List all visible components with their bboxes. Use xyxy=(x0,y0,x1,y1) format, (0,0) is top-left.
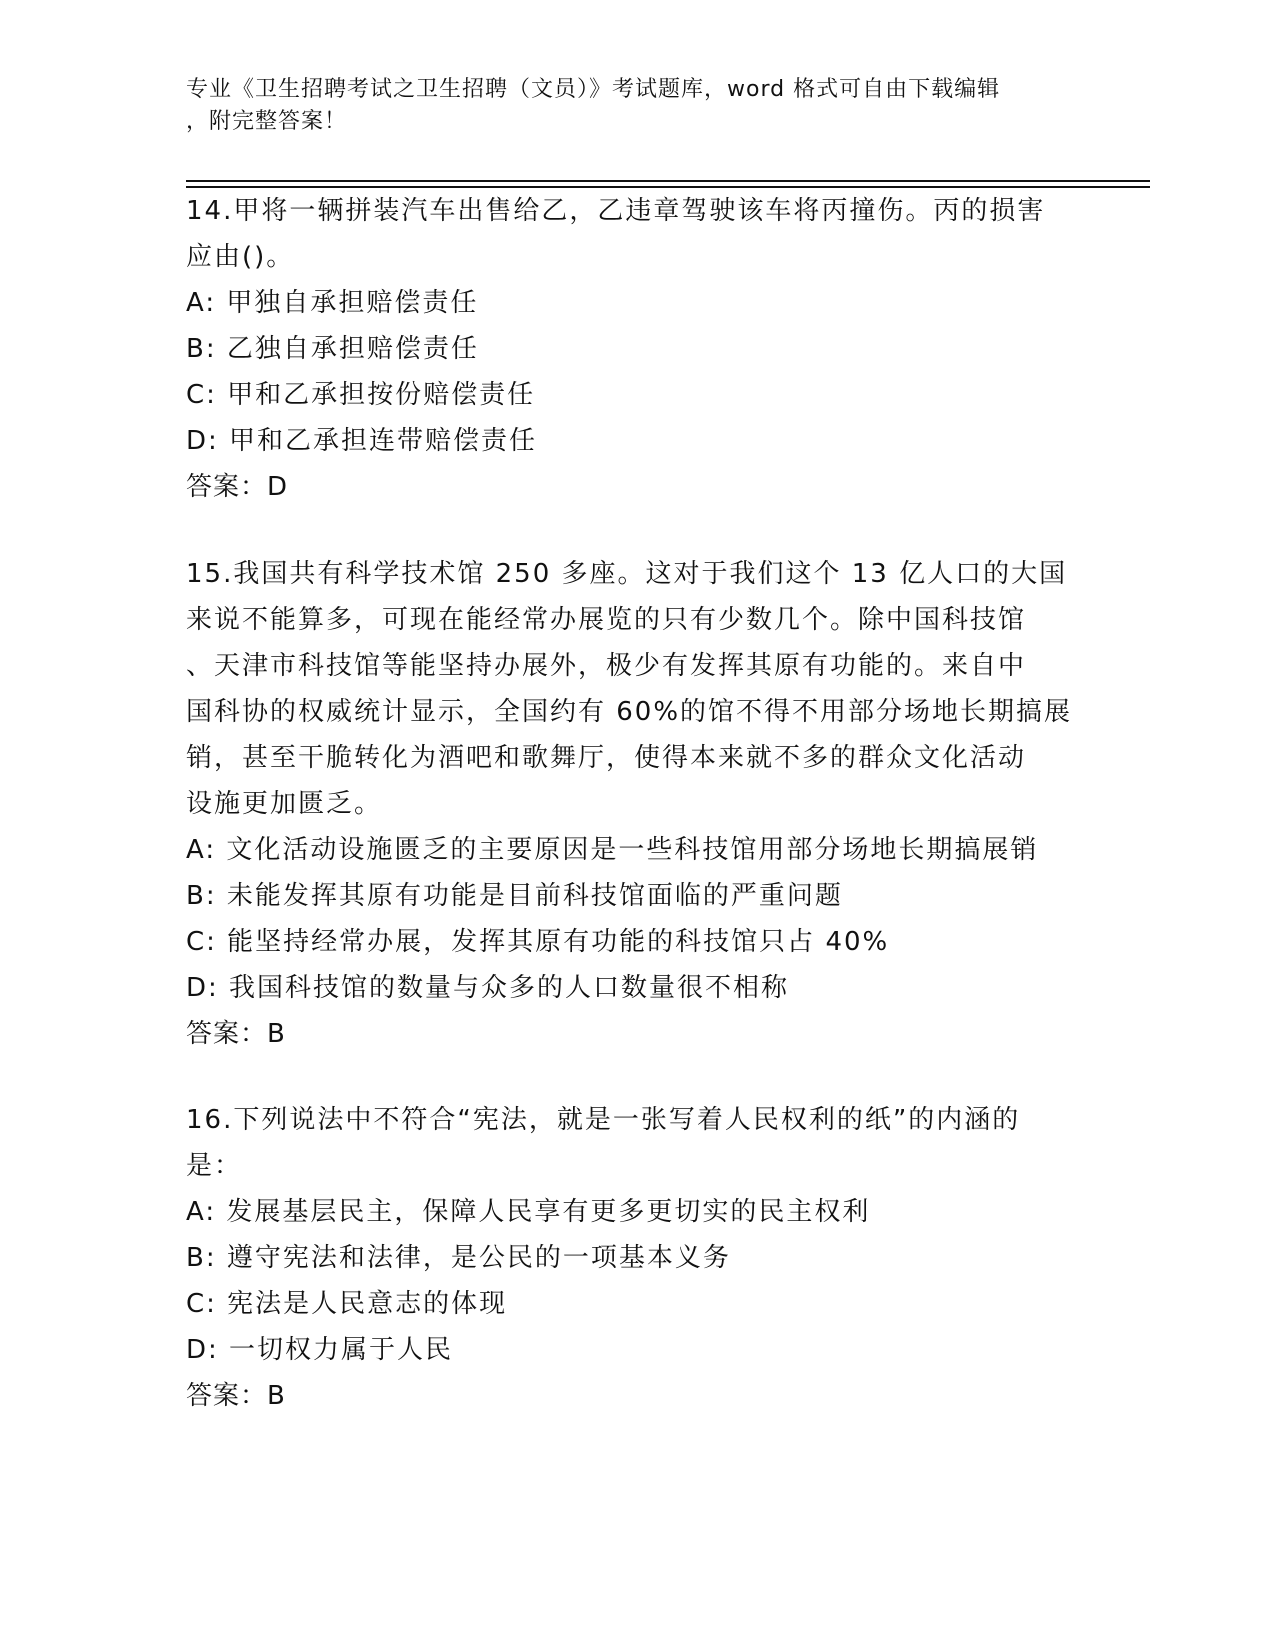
header-line: 专业《卫生招聘考试之卫生招聘（文员）》考试题库，word 格式可自由下载编辑 xyxy=(186,77,1001,102)
question-stem-line: 设施更加匮乏。 xyxy=(186,789,383,819)
option-c: C: 宪法是人民意志的体现 xyxy=(186,1289,508,1319)
header-line: ，附完整答案！ xyxy=(186,109,348,134)
option-a: A: 发展基层民主，保障人民享有更多更切实的民主权利 xyxy=(186,1197,871,1227)
question-stem-line: 15.我国共有科学技术馆 250 多座。这对于我们这个 13 亿人口的大国 xyxy=(186,559,1068,589)
option-b: B: 乙独自承担赔偿责任 xyxy=(186,334,479,364)
option-a: A: 甲独自承担赔偿责任 xyxy=(186,288,479,318)
document-header xyxy=(186,74,1086,138)
answer-label: 答案：D xyxy=(186,472,289,502)
question-stem-line: 16.下列说法中不符合“宪法，就是一张写着人民权利的纸”的内涵的 xyxy=(186,1105,1021,1135)
option-d: D: 一切权力属于人民 xyxy=(186,1335,454,1365)
option-c: C: 能坚持经常办展，发挥其原有功能的科技馆只占 40% xyxy=(186,927,890,957)
option-c: C: 甲和乙承担按份赔偿责任 xyxy=(186,380,536,410)
question-16 xyxy=(186,1097,1086,1419)
question-stem-line: 销，甚至干脆转化为酒吧和歌舞厅，使得本来就不多的群众文化活动 xyxy=(186,743,1027,773)
header-divider xyxy=(186,180,1150,182)
question-15 xyxy=(186,551,1086,1057)
question-14 xyxy=(186,188,1086,510)
option-d: D: 我国科技馆的数量与众多的人口数量很不相称 xyxy=(186,973,790,1003)
option-b: B: 未能发挥其原有功能是目前科技馆面临的严重问题 xyxy=(186,881,843,911)
question-stem-line: 应由()。 xyxy=(186,242,295,272)
answer-label: 答案：B xyxy=(186,1019,286,1049)
option-d: D: 甲和乙承担连带赔偿责任 xyxy=(186,426,538,456)
option-a: A: 文化活动设施匮乏的主要原因是一些科技馆用部分场地长期搞展销 xyxy=(186,835,1039,865)
question-stem-line: 来说不能算多，可现在能经常办展览的只有少数几个。除中国科技馆 xyxy=(186,605,1027,635)
question-stem-line: 、天津市科技馆等能坚持办展外，极少有发挥其原有功能的。来自中 xyxy=(186,651,1027,681)
option-b: B: 遵守宪法和法律，是公民的一项基本义务 xyxy=(186,1243,731,1273)
answer-label: 答案：B xyxy=(186,1381,286,1411)
question-stem-line: 是： xyxy=(186,1151,243,1181)
question-stem-line: 14.甲将一辆拼装汽车出售给乙，乙违章驾驶该车将丙撞伤。丙的损害 xyxy=(186,196,1046,226)
question-stem-line: 国科协的权威统计显示，全国约有 60%的馆不得不用部分场地长期搞展 xyxy=(186,697,1073,727)
